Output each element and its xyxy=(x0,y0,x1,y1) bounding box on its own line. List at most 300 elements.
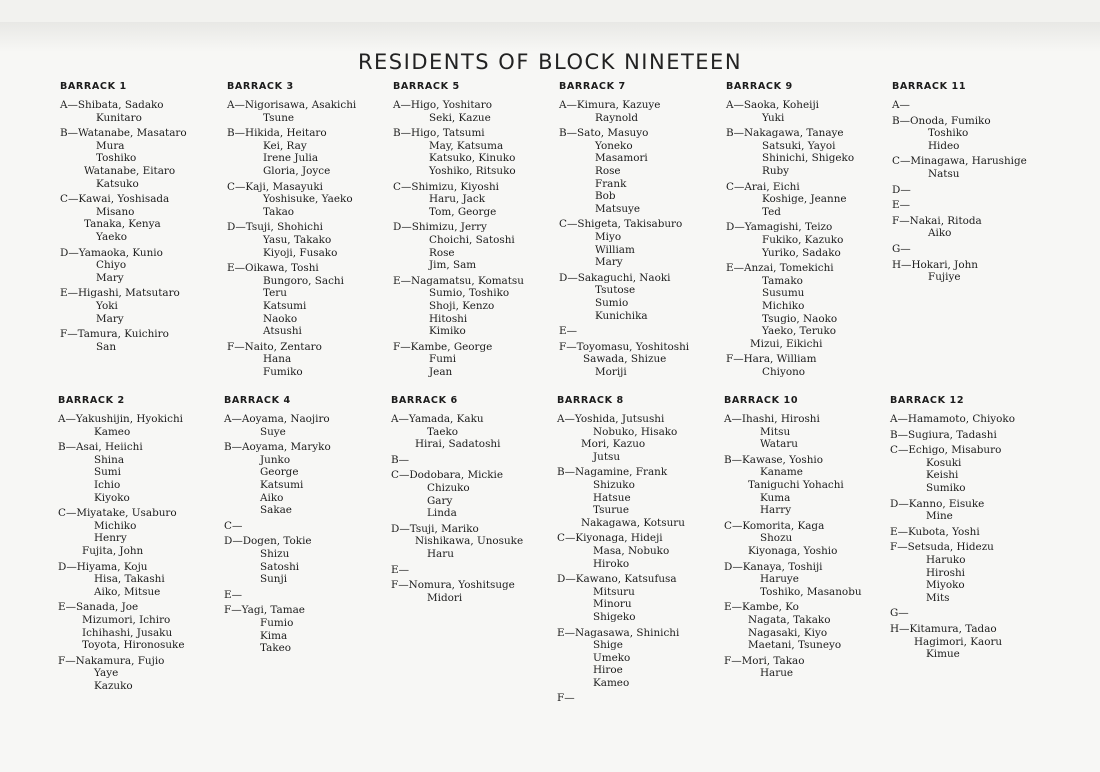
unit-head-name: C—Dodobara, Mickie xyxy=(391,469,503,482)
resident-name: Shizu xyxy=(260,547,290,560)
apartment-unit xyxy=(726,99,894,124)
resident-name: Kameo xyxy=(94,425,131,438)
resident-name: Kima xyxy=(260,629,288,642)
apartment-unit xyxy=(393,221,561,271)
resident-name: Kiyoji, Fusako xyxy=(263,246,338,259)
resident-name: Satsuki, Yayoi xyxy=(762,139,836,152)
resident-name: Hatsue xyxy=(593,491,631,504)
resident-name: Minoru xyxy=(593,598,632,611)
unit-head-name: B—Sato, Masuyo xyxy=(559,127,649,140)
unit-head-name: F—Mori, Takao xyxy=(724,654,805,667)
resident-name: Sunji xyxy=(260,573,288,586)
apartment-unit xyxy=(60,287,228,325)
unit-head-name: G— xyxy=(890,607,909,620)
resident-name: San xyxy=(96,340,117,353)
resident-name: Sumiko xyxy=(926,481,966,494)
resident-name: Haru, Jack xyxy=(429,193,485,206)
barrack-12 xyxy=(890,394,1058,664)
resident-name: Masa, Nobuko xyxy=(593,544,670,557)
apartment-unit xyxy=(559,218,727,268)
unit-head-name: C—Echigo, Misaburo xyxy=(890,444,1002,457)
resident-name: Hagimori, Kaoru xyxy=(914,635,1003,648)
apartment-unit xyxy=(724,454,892,517)
unit-head-name: C—Kiyonaga, Hideji xyxy=(557,532,663,545)
resident-name: Chiyono xyxy=(762,365,806,378)
unit-head-name: C— xyxy=(224,519,243,532)
resident-name: Junko xyxy=(260,453,291,466)
apartment-unit xyxy=(227,181,395,219)
unit-head-name: F—Nakamura, Fujio xyxy=(58,654,165,667)
apartment-unit xyxy=(60,328,228,353)
resident-name: Aiko xyxy=(928,227,952,240)
resident-name: Umeko xyxy=(593,651,631,664)
resident-name: Sumio, Toshiko xyxy=(429,287,510,300)
resident-name: Gloria, Joyce xyxy=(263,164,331,177)
barrack-3 xyxy=(227,80,395,381)
unit-head-name: C—Minagawa, Harushige xyxy=(892,155,1027,168)
resident-name: Kunichika xyxy=(595,309,648,322)
resident-name: Hitoshi xyxy=(429,312,468,325)
unit-head-name: F—Yagi, Tamae xyxy=(224,604,305,617)
resident-name: Mura xyxy=(96,139,125,152)
apartment-unit xyxy=(224,520,392,533)
resident-name: Sumi xyxy=(94,466,121,479)
unit-head-name: D—Yamagishi, Teizo xyxy=(726,221,833,234)
resident-name: Tamako xyxy=(762,274,803,287)
resident-name: Kei, Ray xyxy=(263,139,307,152)
resident-name: Fujiye xyxy=(928,271,961,284)
resident-name: Tom, George xyxy=(429,205,497,218)
resident-name: Aiko xyxy=(260,491,284,504)
unit-head-name: A—Yakushijin, Hyokichi xyxy=(58,413,183,425)
apartment-unit xyxy=(892,199,1060,212)
resident-name: Maetani, Tsuneyo xyxy=(748,639,842,652)
resident-name: Yaeko xyxy=(96,230,127,243)
apartment-unit xyxy=(726,127,894,177)
resident-name: Hideo xyxy=(928,139,960,152)
resident-name: Miyoko xyxy=(926,579,965,592)
apartment-unit xyxy=(892,243,1060,256)
resident-name: Yuriko, Sadako xyxy=(762,246,841,259)
resident-name: Linda xyxy=(427,507,457,520)
apartment-unit xyxy=(724,413,892,451)
resident-name: Toshiko xyxy=(96,152,137,165)
resident-name: Midori xyxy=(427,591,463,604)
unit-head-name: D—Tsuji, Mariko xyxy=(391,522,479,535)
barrack-heading: BARRACK 7 xyxy=(559,81,626,92)
barrack-8 xyxy=(557,394,725,708)
resident-name: Toshiko, Masanobu xyxy=(760,585,862,598)
apartment-unit xyxy=(557,627,725,690)
resident-name: Nagasaki, Kiyo xyxy=(748,626,828,639)
resident-name: Shizuko xyxy=(593,478,635,491)
apartment-unit xyxy=(557,692,725,705)
apartment-unit xyxy=(224,413,392,438)
apartment-unit xyxy=(224,441,392,517)
unit-head-name: E— xyxy=(892,199,910,212)
unit-head-name: F—Kambe, George xyxy=(393,340,493,353)
apartment-unit xyxy=(890,541,1058,604)
apartment-unit xyxy=(557,413,725,463)
resident-name: Hirai, Sadatoshi xyxy=(415,438,501,451)
apartment-unit xyxy=(393,181,561,219)
unit-head-name: B—Nakagawa, Tanaye xyxy=(726,127,844,140)
barrack-10 xyxy=(724,394,892,683)
resident-name: Fumi xyxy=(429,353,457,366)
resident-name: Sawada, Shizue xyxy=(583,353,667,366)
resident-name: Gary xyxy=(427,494,453,507)
resident-name: Nishikawa, Unosuke xyxy=(415,535,524,548)
resident-name: Susumu xyxy=(762,287,805,300)
resident-name: Chiyo xyxy=(96,259,127,272)
apartment-unit xyxy=(724,520,892,558)
resident-name: Hana xyxy=(263,353,292,366)
resident-name: Bungoro, Sachi xyxy=(263,274,344,287)
resident-name: Rose xyxy=(595,164,621,177)
resident-name: Mizumori, Ichiro xyxy=(82,613,171,626)
apartment-unit xyxy=(726,221,894,259)
resident-name: Nagata, Takako xyxy=(748,613,831,626)
resident-name: Masamori xyxy=(595,152,648,165)
resident-name: Ted xyxy=(762,205,781,218)
apartment-unit xyxy=(559,325,727,338)
resident-name: Shoji, Kenzo xyxy=(429,299,495,312)
apartment-unit xyxy=(892,99,1060,112)
resident-name: Sakae xyxy=(260,504,292,517)
resident-name: Frank xyxy=(595,177,627,190)
resident-name: Shinichi, Shigeko xyxy=(762,152,855,165)
resident-name: Mitsu xyxy=(760,425,791,438)
unit-head-name: A—Yamada, Kaku xyxy=(391,413,484,425)
unit-head-name: D—Sakaguchi, Naoki xyxy=(559,271,671,284)
resident-name: Katsuko xyxy=(96,177,139,190)
resident-name: Hiroe xyxy=(593,664,623,677)
resident-name: Yoshisuke, Yaeko xyxy=(263,193,353,206)
resident-name: Yoneko xyxy=(595,139,633,152)
apartment-unit xyxy=(892,155,1060,180)
unit-head-name: H—Kitamura, Tadao xyxy=(890,622,997,635)
resident-name: Irene Julia xyxy=(263,152,319,165)
resident-name: Hiroshi xyxy=(926,566,965,579)
resident-name: Kiyoko xyxy=(94,491,130,504)
apartment-unit xyxy=(890,623,1058,661)
resident-name: Yoki xyxy=(96,299,118,312)
barrack-2 xyxy=(58,394,226,695)
resident-name: Suye xyxy=(260,425,286,438)
resident-name: Tsutose xyxy=(595,284,636,297)
resident-name: Hiroko xyxy=(593,557,630,570)
unit-head-name: A—Ihashi, Hiroshi xyxy=(724,413,820,425)
resident-name: Tsune xyxy=(263,111,295,124)
resident-name: Bob xyxy=(595,190,616,203)
resident-name: Henry xyxy=(94,532,127,545)
apartment-unit xyxy=(559,127,727,215)
resident-name: Ichio xyxy=(94,478,121,491)
apartment-unit xyxy=(393,341,561,379)
apartment-unit xyxy=(559,99,727,124)
resident-name: Miyo xyxy=(595,230,622,243)
apartment-unit xyxy=(58,413,226,438)
unit-head-name: A—Kimura, Kazuye xyxy=(559,99,661,111)
apartment-unit xyxy=(224,589,392,602)
resident-name: Yaye xyxy=(94,667,119,680)
unit-head-name: B—Aoyama, Maryko xyxy=(224,441,331,454)
resident-name: Nakagawa, Kotsuru xyxy=(581,516,685,529)
apartment-unit xyxy=(391,579,559,604)
resident-name: Watanabe, Eitaro xyxy=(84,164,176,177)
resident-name: Nobuko, Hisako xyxy=(593,425,678,438)
unit-head-name: F—Nakai, Ritoda xyxy=(892,214,982,227)
barrack-heading: BARRACK 6 xyxy=(391,395,458,406)
unit-head-name: A—Nigorisawa, Asakichi xyxy=(227,99,357,111)
apartment-unit xyxy=(393,275,561,338)
apartment-unit xyxy=(60,99,228,124)
apartment-unit xyxy=(890,498,1058,523)
resident-name: Wataru xyxy=(760,438,799,451)
resident-name: Kunitaro xyxy=(96,111,142,124)
unit-head-name: B—Watanabe, Masataro xyxy=(60,127,187,140)
barrack-heading: BARRACK 2 xyxy=(58,395,125,406)
resident-name: Mizui, Eikichi xyxy=(750,337,823,350)
apartment-unit xyxy=(227,127,395,177)
unit-head-name: A—Saoka, Koheiji xyxy=(726,99,820,111)
resident-name: Kameo xyxy=(593,676,630,689)
resident-name: Atsushi xyxy=(263,325,302,338)
apartment-unit xyxy=(557,466,725,529)
resident-name: Kazuko xyxy=(94,679,133,692)
apartment-unit xyxy=(557,532,725,570)
resident-name: Rose xyxy=(429,246,455,259)
barrack-heading: BARRACK 4 xyxy=(224,395,291,406)
resident-name: Takeo xyxy=(260,642,292,655)
barrack-heading: BARRACK 11 xyxy=(892,81,967,92)
resident-name: Jim, Sam xyxy=(429,259,477,272)
unit-head-name: D—Yamaoka, Kunio xyxy=(60,246,163,259)
apartment-unit xyxy=(557,573,725,623)
unit-head-name: D—Kanaya, Toshiji xyxy=(724,560,823,573)
resident-name: Mitsuru xyxy=(593,585,635,598)
resident-name: William xyxy=(595,243,635,256)
resident-name: Tsugio, Naoko xyxy=(762,312,838,325)
resident-name: Fumio xyxy=(260,616,294,629)
apartment-unit xyxy=(559,341,727,379)
resident-name: Kaname xyxy=(760,466,803,479)
apartment-unit xyxy=(224,535,392,585)
apartment-unit xyxy=(58,441,226,504)
resident-name: Shigeko xyxy=(593,610,636,623)
resident-name: Toshiko xyxy=(928,127,969,140)
resident-name: Shozu xyxy=(760,532,793,545)
apartment-unit xyxy=(391,564,559,577)
resident-name: George xyxy=(260,466,299,479)
apartment-unit xyxy=(892,184,1060,197)
unit-head-name: G— xyxy=(892,242,911,255)
resident-name: Shige xyxy=(593,639,623,652)
apartment-unit xyxy=(724,601,892,651)
unit-head-name: E—Sanada, Joe xyxy=(58,601,139,614)
resident-name: Kimue xyxy=(926,648,960,661)
unit-head-name: D—Tsuji, Shohichi xyxy=(227,221,323,234)
apartment-unit xyxy=(726,262,894,350)
apartment-unit xyxy=(393,99,561,124)
resident-name: Harue xyxy=(760,667,794,680)
resident-name: Yoshiko, Ritsuko xyxy=(429,164,516,177)
resident-name: Hisa, Takashi xyxy=(94,573,165,586)
apartment-unit xyxy=(227,221,395,259)
resident-name: Harry xyxy=(760,504,792,517)
resident-name: Natsu xyxy=(928,167,960,180)
unit-head-name: H—Hokari, John xyxy=(892,258,978,271)
unit-head-name: E—Oikawa, Toshi xyxy=(227,262,319,275)
resident-name: Mary xyxy=(96,271,124,284)
resident-name: Kiyonaga, Yoshio xyxy=(748,544,838,557)
apartment-unit xyxy=(58,561,226,599)
unit-head-name: F—Nomura, Yoshitsuge xyxy=(391,579,515,592)
resident-name: Keishi xyxy=(926,469,959,482)
unit-head-name: B— xyxy=(391,453,410,466)
barrack-heading: BARRACK 10 xyxy=(724,395,799,406)
apartment-unit xyxy=(892,259,1060,284)
unit-head-name: F— xyxy=(557,692,575,705)
resident-name: May, Katsuma xyxy=(429,139,504,152)
resident-name: Fujita, John xyxy=(82,544,144,557)
apartment-unit xyxy=(58,601,226,651)
resident-name: Shina xyxy=(94,453,125,466)
unit-head-name: F—Toyomasu, Yoshitoshi xyxy=(559,340,690,353)
unit-head-name: A—Yoshida, Jutsushi xyxy=(557,413,665,425)
resident-name: Yaeko, Teruko xyxy=(762,325,837,338)
apartment-unit xyxy=(724,561,892,599)
unit-head-name: E—Kubota, Yoshi xyxy=(890,525,980,538)
barrack-5 xyxy=(393,80,561,381)
resident-name: Mits xyxy=(926,591,950,604)
unit-head-name: F—Tamura, Kuichiro xyxy=(60,328,169,341)
unit-head-name: B—Kawase, Yoshio xyxy=(724,453,823,466)
apartment-unit xyxy=(890,413,1058,426)
unit-head-name: C—Shigeta, Takisaburo xyxy=(559,218,683,231)
resident-name: Mary xyxy=(96,312,124,325)
unit-head-name: D—Kanno, Eisuke xyxy=(890,497,985,510)
apartment-unit xyxy=(393,127,561,177)
page-top-shadow xyxy=(0,22,1100,52)
apartment-unit xyxy=(58,507,226,557)
apartment-unit xyxy=(890,444,1058,494)
apartment-unit xyxy=(60,247,228,285)
barrack-heading: BARRACK 9 xyxy=(726,81,793,92)
unit-head-name: C—Shimizu, Kiyoshi xyxy=(393,180,499,193)
apartment-unit xyxy=(892,115,1060,153)
barrack-heading: BARRACK 3 xyxy=(227,81,294,92)
resident-name: Seki, Kazue xyxy=(429,111,491,124)
unit-head-name: C—Kawai, Yoshisada xyxy=(60,193,170,206)
resident-name: Toyota, Hironosuke xyxy=(82,639,185,652)
apartment-unit xyxy=(391,413,559,451)
resident-name: Kuma xyxy=(760,491,791,504)
unit-head-name: E— xyxy=(224,588,242,601)
unit-head-name: D—Hiyama, Koju xyxy=(58,560,148,573)
apartment-unit xyxy=(890,526,1058,539)
unit-head-name: C—Komorita, Kaga xyxy=(724,519,825,532)
resident-name: Ichihashi, Jusaku xyxy=(82,626,173,639)
resident-name: Fumiko xyxy=(263,365,303,378)
unit-head-name: B—Higo, Tatsumi xyxy=(393,127,485,140)
unit-head-name: B—Onoda, Fumiko xyxy=(892,114,991,127)
apartment-unit xyxy=(227,262,395,338)
apartment-unit xyxy=(726,181,894,219)
resident-name: Aiko, Mitsue xyxy=(94,585,161,598)
resident-name: Takao xyxy=(263,205,295,218)
resident-name: Satoshi xyxy=(260,560,300,573)
resident-name: Tsurue xyxy=(593,504,630,517)
resident-name: Misano xyxy=(96,205,135,218)
unit-head-name: E—Nagasawa, Shinichi xyxy=(557,626,680,639)
resident-name: Chizuko xyxy=(427,481,470,494)
resident-name: Yuki xyxy=(762,111,785,124)
resident-name: Kosuki xyxy=(926,456,962,469)
resident-name: Jutsu xyxy=(593,450,621,463)
resident-name: Tanaka, Kenya xyxy=(84,218,161,231)
resident-name: Mary xyxy=(595,256,623,269)
barrack-7 xyxy=(559,80,727,381)
unit-head-name: D—Kawano, Katsufusa xyxy=(557,573,677,586)
apartment-unit xyxy=(559,272,727,322)
unit-head-name: A—Hamamoto, Chiyoko xyxy=(890,413,1015,425)
unit-head-name: F—Hara, William xyxy=(726,353,817,366)
resident-name: Choichi, Satoshi xyxy=(429,233,515,246)
unit-head-name: A—Aoyama, Naojiro xyxy=(224,413,330,425)
apartment-unit xyxy=(890,607,1058,620)
unit-head-name: C—Arai, Eichi xyxy=(726,180,800,193)
barrack-heading: BARRACK 5 xyxy=(393,81,460,92)
unit-head-name: C—Kaji, Masayuki xyxy=(227,180,323,193)
resident-name: Haruye xyxy=(760,573,799,586)
resident-name: Raynold xyxy=(595,111,639,124)
apartment-unit xyxy=(890,429,1058,442)
resident-name: Taeko xyxy=(427,425,459,438)
unit-head-name: E—Higashi, Matsutaro xyxy=(60,287,180,300)
unit-head-name: B—Hikida, Heitaro xyxy=(227,127,327,140)
barrack-1 xyxy=(60,80,228,356)
apartment-unit xyxy=(224,604,392,654)
resident-name: Koshige, Jeanne xyxy=(762,193,847,206)
resident-name: Mine xyxy=(926,510,953,523)
apartment-unit xyxy=(724,655,892,680)
resident-name: Michiko xyxy=(94,519,137,532)
resident-name: Katsumi xyxy=(260,478,304,491)
apartment-unit xyxy=(391,469,559,519)
apartment-unit xyxy=(58,655,226,693)
unit-head-name: F—Naito, Zentaro xyxy=(227,340,322,353)
apartment-unit xyxy=(60,193,228,243)
unit-head-name: E—Kambe, Ko xyxy=(724,601,799,614)
unit-head-name: B—Sugiura, Tadashi xyxy=(890,428,997,441)
apartment-unit xyxy=(227,341,395,379)
unit-head-name: D—Shimizu, Jerry xyxy=(393,221,487,234)
resident-name: Yasu, Takako xyxy=(263,233,332,246)
apartment-unit xyxy=(391,523,559,561)
resident-name: Katsuko, Kinuko xyxy=(429,152,516,165)
unit-head-name: F—Setsuda, Hidezu xyxy=(890,541,994,554)
resident-name: Haru xyxy=(427,547,454,560)
apartment-unit xyxy=(892,215,1060,240)
unit-head-name: A—Higo, Yoshitaro xyxy=(393,99,492,111)
resident-name: Katsumi xyxy=(263,299,307,312)
barrack-11 xyxy=(892,80,1060,287)
resident-name: Naoko xyxy=(263,312,298,325)
resident-name: Ruby xyxy=(762,164,790,177)
unit-head-name: E— xyxy=(391,563,409,576)
resident-name: Sumio xyxy=(595,296,629,309)
